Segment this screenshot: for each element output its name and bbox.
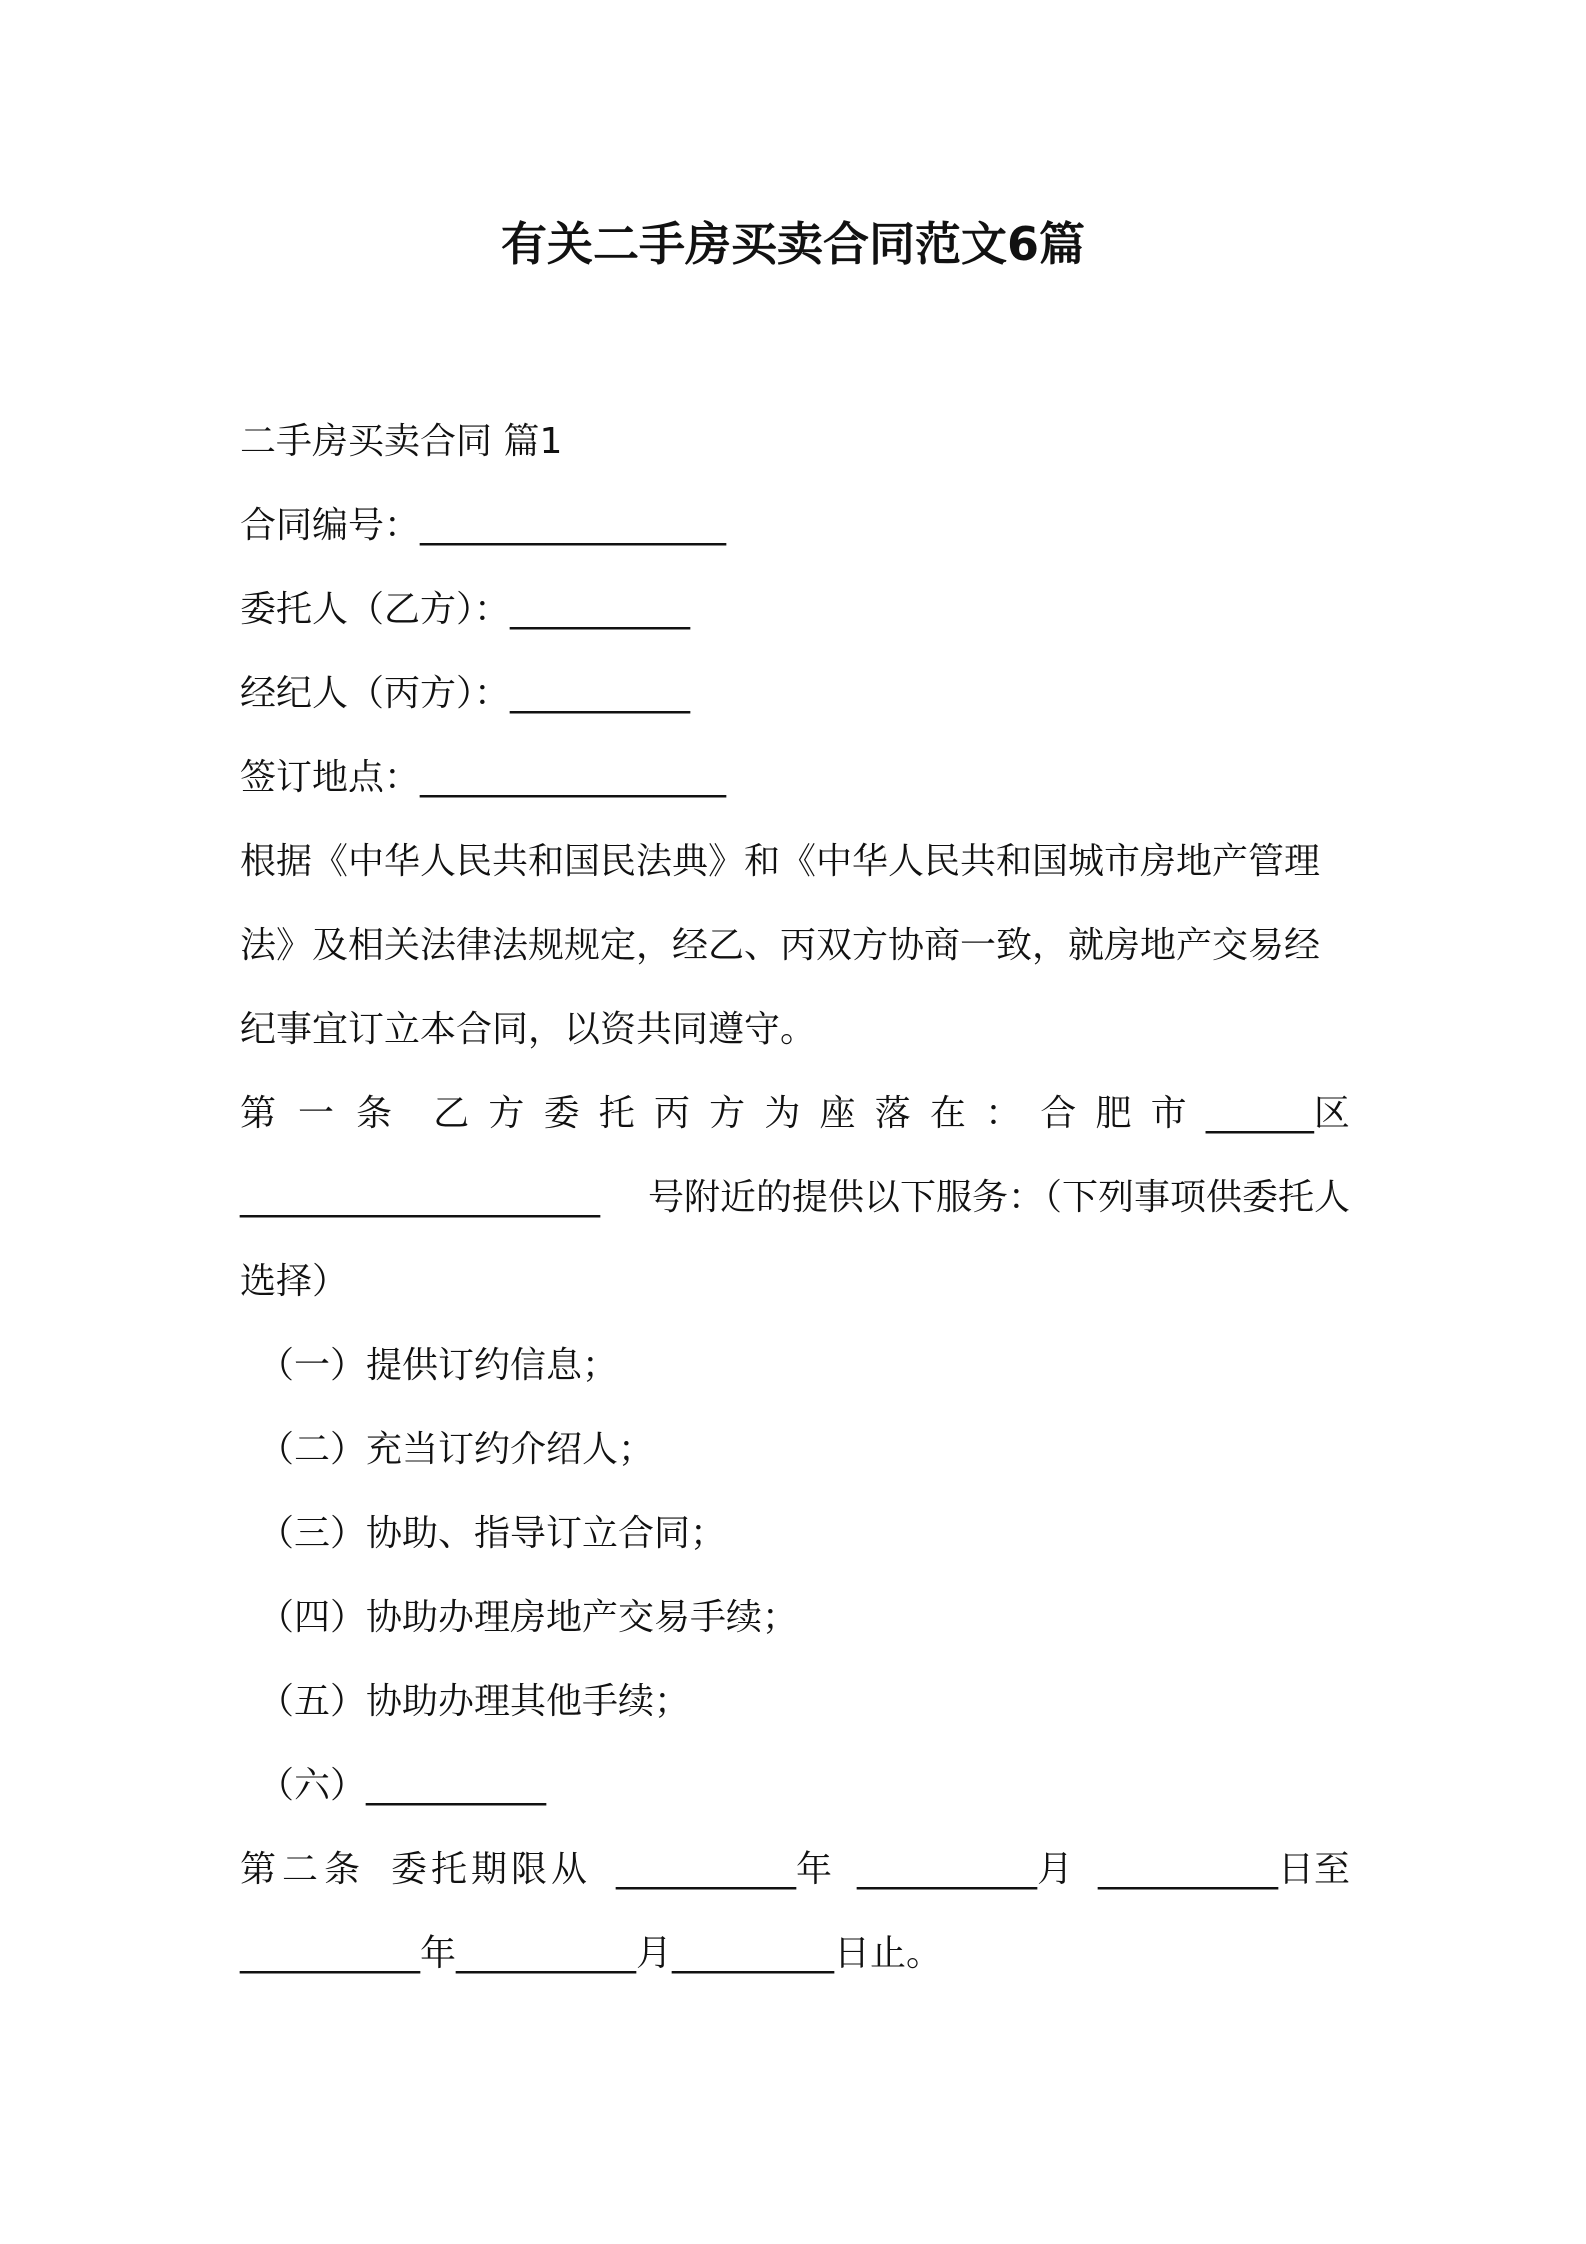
article-1-char: 市 bbox=[1150, 1093, 1187, 1134]
article-1-address-blank: ____________________ bbox=[240, 1177, 600, 1218]
article-1-char: 方 bbox=[488, 1093, 525, 1134]
article-1-char: 委 bbox=[543, 1093, 580, 1134]
article-2-day-blank: __________日至 bbox=[1097, 1849, 1350, 1890]
service-item-6: （六）__________ bbox=[258, 1765, 547, 1806]
article-1-char: 座 bbox=[819, 1093, 856, 1134]
article-1-char: 合 bbox=[1040, 1093, 1077, 1134]
article-1-char: 落 bbox=[874, 1093, 911, 1134]
article-2-month-blank: __________月 bbox=[856, 1849, 1073, 1890]
document-title: 有关二手房买卖合同范文6篇 bbox=[500, 217, 1085, 271]
field-signing-place: 签订地点：_________________ bbox=[240, 757, 727, 798]
article-2-line-1 bbox=[240, 1845, 1350, 1895]
service-item-3: （三）协助、指导订立合同； bbox=[258, 1513, 727, 1554]
article-2-text: 委托期限从 bbox=[390, 1849, 591, 1890]
field-agent: 经纪人（丙方）：__________ bbox=[240, 673, 691, 714]
preamble-line-2: 法》及相关法律法规规定，经乙、丙双方协商一致，就房地产交易经 bbox=[240, 925, 1321, 966]
article-1-line-1 bbox=[240, 1089, 1350, 1139]
preamble-line-3: 纪事宜订立本合同，以资共同遵守。 bbox=[240, 1009, 817, 1050]
article-1-char: 丙 bbox=[653, 1093, 690, 1134]
service-item-1: （一）提供订约信息； bbox=[258, 1345, 619, 1386]
article-1-char: 乙 bbox=[433, 1093, 470, 1134]
section-heading: 二手房买卖合同 篇1 bbox=[240, 421, 563, 462]
article-1-line-2-text: 号附近的提供以下服务：（下列事项供委托人 bbox=[647, 1177, 1350, 1218]
article-2-label: 第二条 bbox=[240, 1849, 367, 1890]
article-1-char: 在 bbox=[929, 1093, 966, 1134]
service-item-5: （五）协助办理其他手续； bbox=[258, 1681, 691, 1722]
service-item-4: （四）协助办理房地产交易手续； bbox=[258, 1597, 799, 1638]
preamble-line-1: 根据《中华人民共和国民法典》和《中华人民共和国城市房地产管理 bbox=[240, 841, 1321, 882]
article-2-line-2: __________年__________月_________日止。 bbox=[240, 1933, 943, 1974]
article-1-char: 方 bbox=[709, 1093, 746, 1134]
article-1-char: 为 bbox=[764, 1093, 801, 1134]
field-client: 委托人（乙方）：__________ bbox=[240, 589, 691, 630]
article-1-char: ： bbox=[985, 1093, 1022, 1134]
article-1-district-blank: ______区 bbox=[1205, 1093, 1350, 1134]
article-1-line-3: 选择） bbox=[240, 1261, 349, 1302]
article-2-year-blank: __________年 bbox=[615, 1849, 832, 1890]
service-item-2: （二）充当订约介绍人； bbox=[258, 1429, 655, 1470]
article-1-char: 肥 bbox=[1095, 1093, 1132, 1134]
article-1-char: 托 bbox=[598, 1093, 635, 1134]
article-1-line-2 bbox=[240, 1173, 1350, 1223]
article-1-label: 第一条 bbox=[240, 1093, 415, 1134]
field-contract-number: 合同编号：_________________ bbox=[240, 505, 727, 546]
